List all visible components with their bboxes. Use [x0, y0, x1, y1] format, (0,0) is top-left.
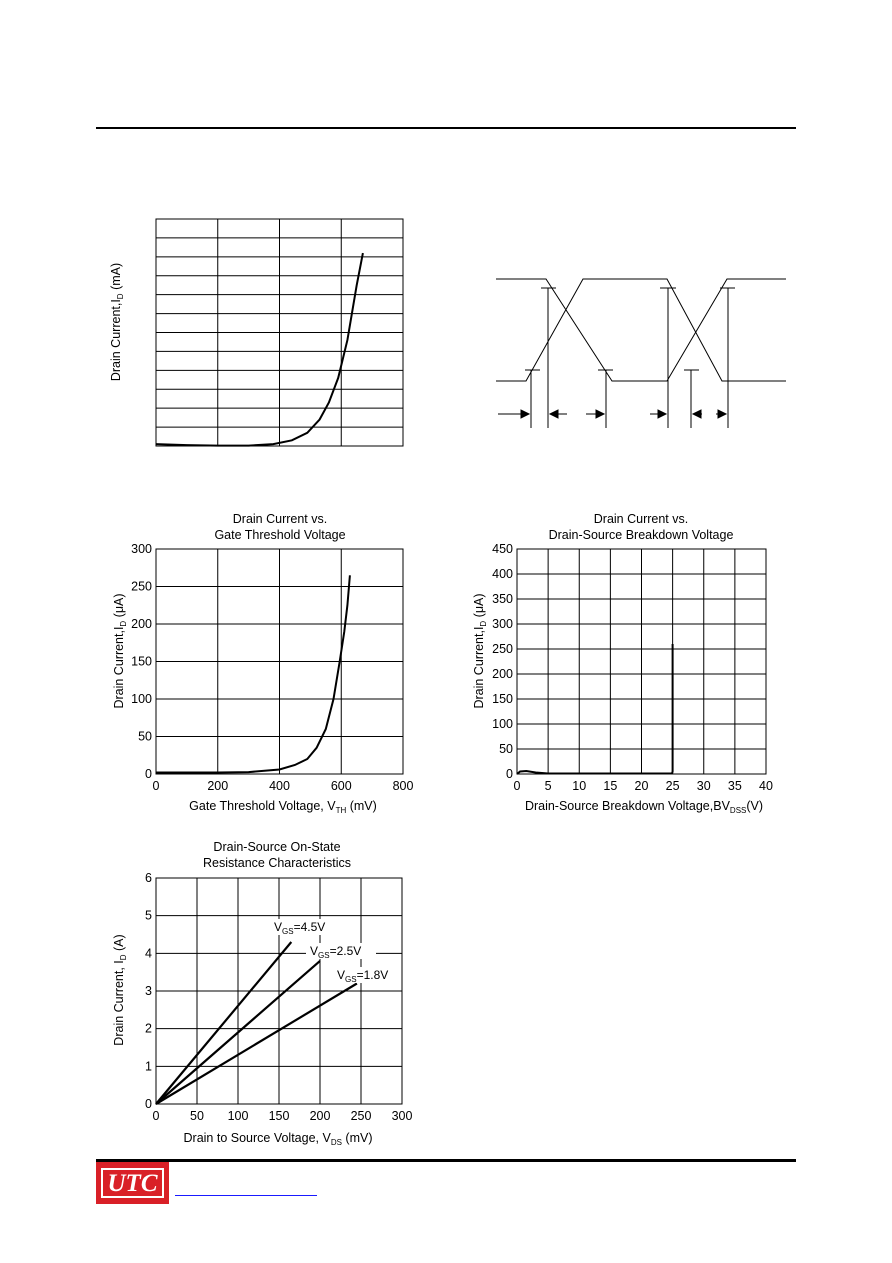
y-tick-label: 50 [499, 742, 513, 756]
waveform-input [496, 279, 786, 381]
x-tick-label: 50 [190, 1109, 204, 1123]
chart5-series-lines [156, 942, 357, 1104]
y-tick-label: 0 [506, 767, 513, 781]
utc-logo [96, 1162, 169, 1204]
chart3-title-line1: Drain Current vs. [232, 512, 328, 526]
y-tick-label: 2 [145, 1021, 152, 1036]
series-label-vgs-1-8: $V_{GS}=1.8V$ [337, 968, 389, 984]
footer-rule [96, 1159, 796, 1162]
chart5-title-line2: Resistance Characteristics [203, 856, 351, 870]
y-tick-label: 100 [492, 717, 513, 731]
y-tick-label: 350 [492, 592, 513, 606]
x-tick-label: 0 [152, 779, 160, 793]
y-tick-label: 100 [131, 692, 152, 706]
chart-drain-current-vs-breakdown [472, 512, 773, 815]
x-tick-label: 35 [727, 779, 742, 793]
y-tick-label: 0 [145, 1097, 152, 1111]
y-tick-label: 4 [145, 946, 152, 961]
switching-waveform-diagram [496, 279, 786, 428]
chart-drain-current-vs-gate-threshold [112, 512, 413, 815]
y-tick-label: 0 [145, 767, 152, 781]
x-tick-label: 250 [350, 1109, 372, 1123]
x-tick-label: 400 [269, 779, 290, 793]
y-tick-label: 300 [131, 542, 152, 556]
chart-drain-current-ma [109, 219, 403, 446]
x-tick-label: 300 [391, 1109, 413, 1123]
y-tick-label: 5 [145, 908, 152, 923]
x-tick-label: 40 [759, 779, 773, 793]
chart3-y-ticks [131, 542, 152, 781]
y-tick-label: 250 [492, 642, 513, 656]
chart3-x-ticks [153, 779, 414, 793]
chart4-title-line1: Drain Current vs. [593, 512, 689, 526]
y-tick-label: 450 [492, 542, 513, 556]
chart3-title-line2: Gate Threshold Voltage [214, 528, 346, 542]
waveform-output [496, 279, 786, 381]
chart5-x-ticks [153, 1109, 413, 1123]
chart-on-state-resistance [112, 840, 412, 1147]
timing-arrows [498, 410, 726, 418]
chart4-x-axis-label: Drain-Source Breakdown $Voltage,BV_{DSS}(V)$ [524, 799, 764, 815]
chart4-x-ticks [514, 779, 773, 793]
y-tick-label: 3 [145, 984, 152, 998]
website-link-underline[interactable] [175, 1195, 317, 1196]
marker-verticals [531, 288, 728, 428]
x-tick-label: 15 [603, 779, 618, 793]
series-line-1 [156, 942, 291, 1104]
chart4-y-axis-label: Drain $Current,I_D$ (μA) [472, 593, 488, 709]
x-tick-label: 25 [665, 779, 680, 793]
marker-ticks [525, 288, 735, 370]
x-tick-label: 20 [634, 779, 649, 793]
series-label-vgs-4-5: $V_{GS}=4.5V$ [274, 920, 326, 936]
chart5-title-line1: Drain-Source On-State [213, 840, 341, 854]
y-tick-label: 200 [131, 617, 152, 631]
y-tick-label: 200 [492, 667, 513, 681]
chart4-grid [517, 549, 766, 774]
x-tick-label: 100 [227, 1109, 249, 1123]
x-tick-label: 200 [207, 779, 229, 793]
series-label-vgs-2-5: $V_{GS}=2.5V$ [310, 944, 362, 960]
x-tick-label: 200 [309, 1109, 331, 1123]
chart4-title-line2: Drain-Source Breakdown Voltage [548, 528, 734, 542]
x-tick-label: 150 [268, 1109, 290, 1123]
series-line-3 [156, 984, 357, 1105]
x-tick-label: 5 [544, 779, 552, 793]
chart5-y-ticks [145, 871, 152, 1111]
chart4-y-ticks [492, 542, 513, 781]
chart3-series-line [156, 575, 350, 772]
utc-logo-frame [101, 1168, 164, 1198]
x-tick-label: 0 [513, 779, 521, 793]
chart4-series-line [517, 644, 673, 774]
chart1-series-line [156, 253, 363, 446]
chart1-y-axis-label: Drain $Current,I_D$ (mA) [109, 262, 125, 382]
chart1-grid [156, 219, 403, 446]
y-tick-label: 150 [492, 692, 513, 706]
y-tick-label: 150 [131, 654, 152, 669]
y-tick-label: 300 [492, 617, 513, 631]
utc-logo-text: UTC [107, 1169, 158, 1197]
y-tick-label: 50 [138, 729, 152, 744]
chart3-y-axis-label: Drain $Current,I_D$ (μA) [112, 593, 128, 709]
chart5-x-axis-label: Drain to Source Voltage, $V_{DS}$ (mV) [183, 1131, 373, 1147]
chart5-y-axis-label: Drain Current, $I_D$ (A) [112, 934, 128, 1046]
x-tick-label: 0 [152, 1109, 160, 1123]
y-tick-label: 250 [131, 579, 152, 594]
chart3-x-axis-label: Gate Threshold Voltage, $V_{TH}$ (mV) [189, 799, 377, 815]
y-tick-label: 1 [145, 1059, 152, 1074]
x-tick-label: 600 [330, 779, 352, 793]
x-tick-label: 10 [572, 779, 587, 793]
x-tick-label: 800 [392, 779, 414, 793]
chart3-grid [156, 549, 403, 774]
chart5-grid [156, 878, 402, 1104]
x-tick-label: 30 [696, 779, 711, 793]
y-tick-label: 6 [145, 871, 152, 885]
y-tick-label: 400 [492, 567, 513, 581]
